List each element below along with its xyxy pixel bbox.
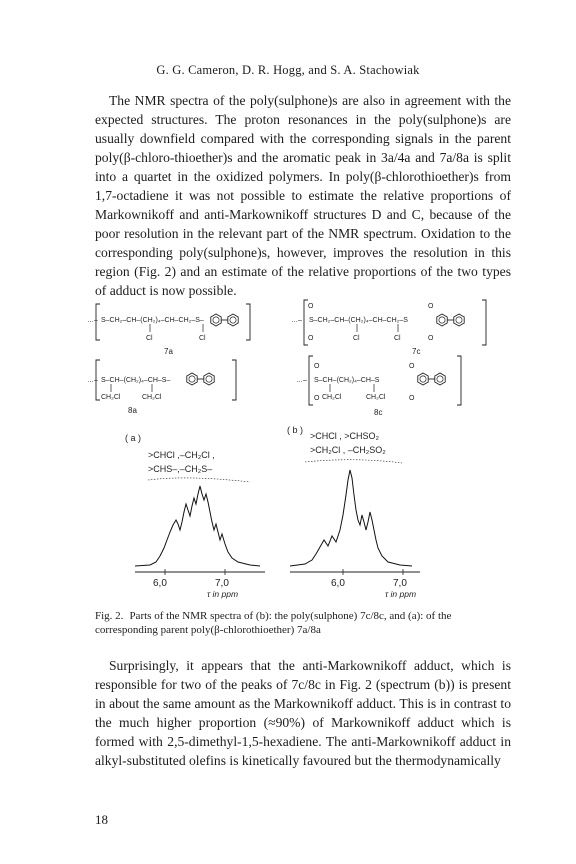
spectrum-a-annotation-1: >CHCl ,–CH₂Cl , [148, 450, 215, 460]
svg-text:O: O [314, 395, 320, 402]
structure-7a-sub1: Cl [146, 335, 153, 342]
benzene-ring-icon [435, 373, 445, 385]
spectrum-b-tick-7: 7,0 [393, 578, 407, 589]
figure-caption [95, 609, 511, 637]
svg-text:…–: …– [296, 377, 307, 384]
benzene-ring-icon [454, 314, 464, 326]
structure-7c-chain: S–CH₂–CH–(CH₂)₄–CH–CH₂–S [309, 317, 408, 324]
structure-7a [87, 304, 250, 356]
structure-7c-label: 7c [412, 347, 421, 356]
svg-text:CH₂Cl: CH₂Cl [101, 394, 121, 401]
svg-text:O: O [428, 303, 434, 310]
structure-8c-label: 8c [374, 408, 383, 417]
benzene-ring-icon [228, 314, 238, 326]
paragraph-1: The NMR spectra of the poly(sulphone)s are also in agreement with the expected structures. The proton resonances in the poly(sulphone)s are usually downfield compared with the corresponding signals in the parent poly(β-chloro-thioether)s and the aromatic peak in 3a/4a and 7a/8a is split into a quartet in the oxidized polymers. In poly(β-chlorothioether)s from 1,7-octadiene it was not possible to estimate the relative proportions of Markownikoff and anti-Markownikoff structures D and C, because of the poor resolution in the relevant part of the NMR spectrum. Oxidation to the corresponding poly(sulphone)s, however, improves the resolution in this region (Fig. 2) and an estimate of the relative proportions of the two types of adduct is now possible. [95, 93, 511, 298]
structure-8c [296, 356, 461, 417]
spectrum-a-tick-7: 7,0 [215, 578, 229, 589]
benzene-ring-icon [418, 373, 428, 385]
svg-text:O: O [409, 395, 415, 402]
svg-text:…–: …– [291, 317, 302, 324]
figure-number: Fig. 2. [95, 610, 124, 622]
svg-text:S–CH–(CH₂)₄–CH–S–: S–CH–(CH₂)₄–CH–S– [101, 377, 171, 384]
benzene-ring-icon [204, 373, 214, 385]
svg-text:Cl: Cl [394, 335, 401, 342]
svg-text:…–: …– [87, 317, 98, 324]
benzene-ring-icon [187, 373, 197, 385]
spectrum-b-tick-6: 6,0 [331, 578, 345, 589]
spectrum-a-unit: τ in ppm [207, 589, 239, 599]
spectrum-a-tick-6: 6,0 [153, 578, 167, 589]
svg-text:Cl: Cl [353, 335, 360, 342]
paragraph-2: Surprisingly, it appears that the anti-Markownikoff adduct, which is responsible for two of the peaks of 7c/8c in Fig. 2 (spectrum (b)) is present in about the same amount as the Markownikoff adduct. This is in contrast to the much higher proportion (≈90%) of Markownikoff adduct which is formed with 2,5-dimethyl-1,5-hexadiene. The anti-Markownikoff adduct in alkyl-substituted olefins is kinetically favoured but the thermodynamically [95, 658, 511, 768]
spectrum-a [125, 433, 265, 599]
spectrum-b-annotation-2: >CH₂Cl , –CH₂SO₂ [310, 445, 386, 455]
structure-7c [291, 300, 486, 356]
spectrum-b-unit: τ in ppm [385, 589, 417, 599]
svg-text:CH₂Cl: CH₂Cl [322, 394, 342, 401]
spectrum-b-trace [290, 470, 412, 566]
svg-text:O: O [314, 363, 320, 370]
spectrum-a-trace [135, 486, 260, 566]
spectrum-b [287, 425, 420, 599]
benzene-ring-icon [211, 314, 221, 326]
benzene-ring-icon [437, 314, 447, 326]
svg-text:CH₂Cl: CH₂Cl [366, 394, 386, 401]
svg-text:O: O [308, 303, 314, 310]
structure-7a-sub2: Cl [199, 335, 206, 342]
structure-7a-label: 7a [164, 347, 173, 356]
svg-text:O: O [409, 363, 415, 370]
spectrum-b-annotation-1: >CHCl , >CHSO₂ [310, 431, 380, 441]
structure-7a-chain: S–CH₂–CH–(CH₂)₄–CH–CH₂–S– [101, 317, 204, 324]
svg-text:O: O [428, 335, 434, 342]
svg-text:CH₂Cl: CH₂Cl [142, 394, 162, 401]
svg-text:S–CH–(CH₂)₄–CH–S: S–CH–(CH₂)₄–CH–S [314, 377, 380, 384]
structure-8a-label: 8a [128, 406, 137, 415]
running-header: G. G. Cameron, D. R. Hogg, and S. A. Stachowiak [156, 63, 420, 77]
spectrum-a-annotation-2: >CHS–,–CH₂S– [148, 464, 213, 474]
svg-text:O: O [308, 335, 314, 342]
structure-8a [87, 360, 236, 415]
caption-text: Parts of the NMR spectra of (b): the poly(sulphone) 7c/8c, and (a): of the corresponding parent poly(β-chlorothioether) 7a/8a [95, 610, 452, 636]
spectrum-b-label: ( b ) [287, 425, 304, 435]
svg-text:…–: …– [87, 377, 98, 384]
page-number: 18 [95, 812, 108, 827]
spectrum-a-label: ( a ) [125, 433, 142, 443]
